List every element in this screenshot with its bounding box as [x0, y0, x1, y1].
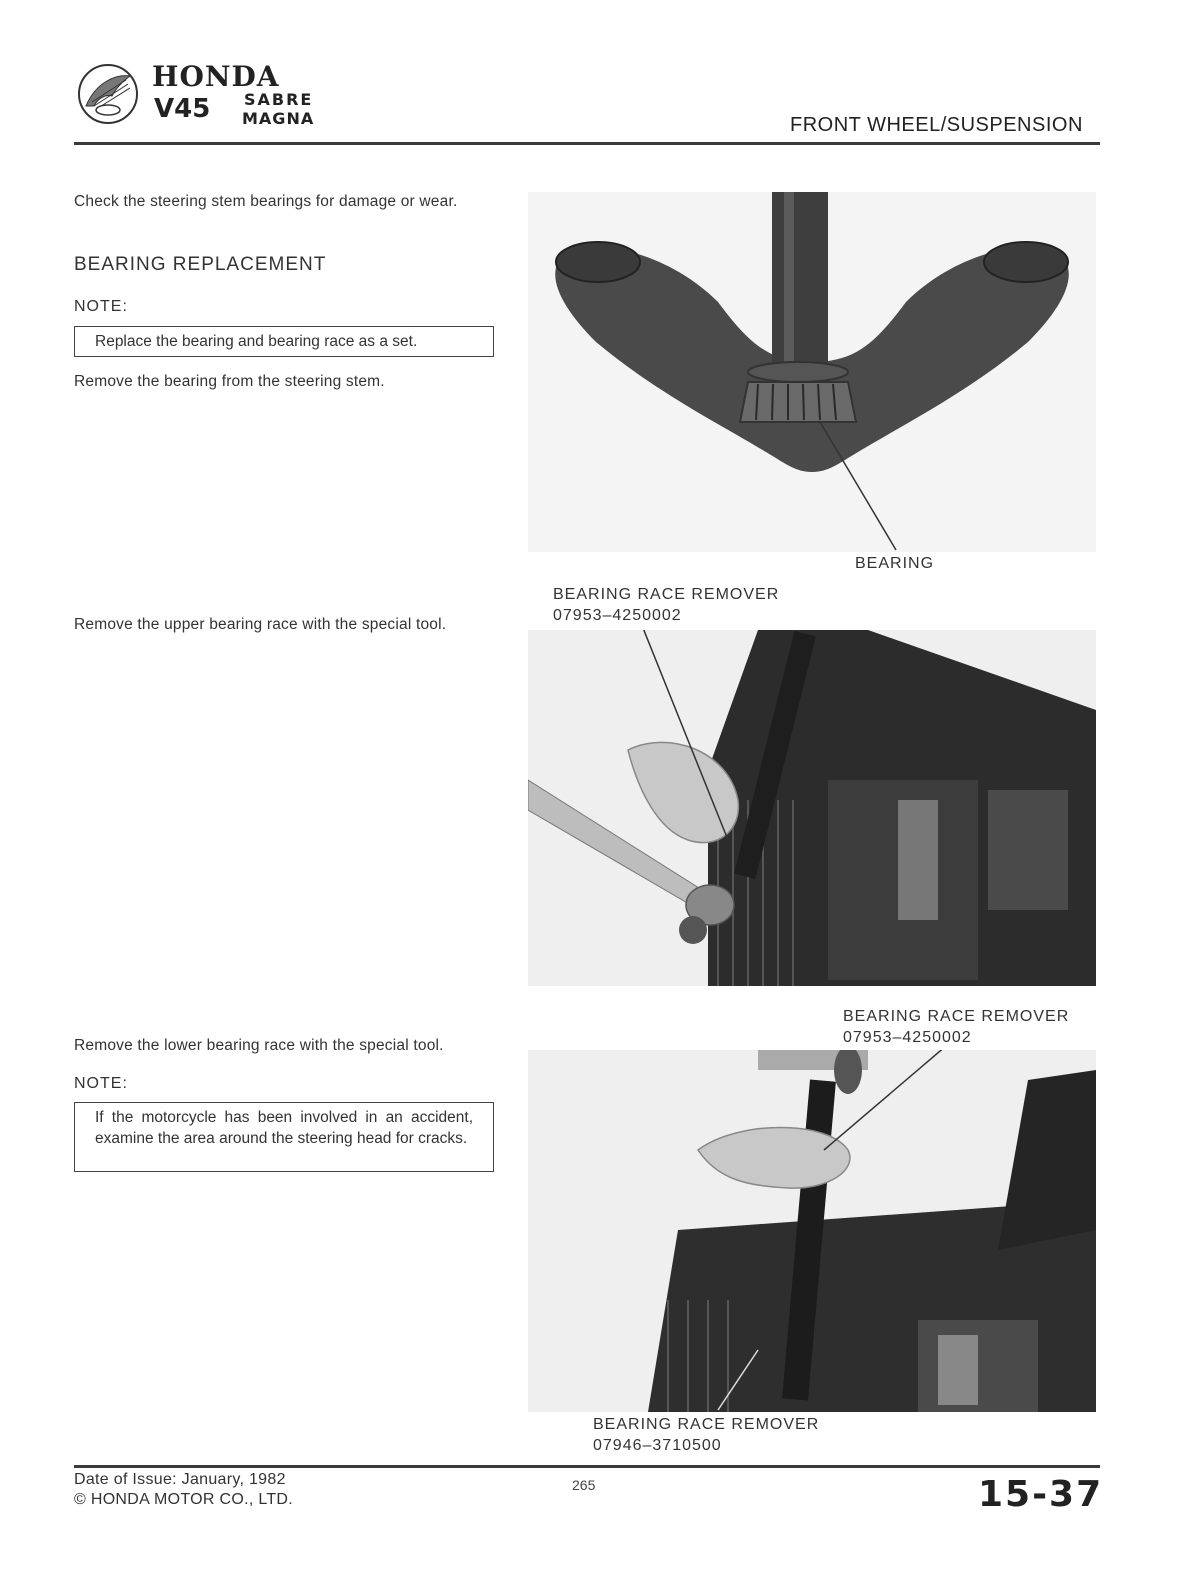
honda-wing-emblem — [76, 62, 140, 126]
race-remover-callout — [553, 584, 779, 626]
section-page-number: 15-37 — [978, 1474, 1104, 1515]
tool-number: 07946–3710500 — [593, 1437, 722, 1454]
lower-race-removal-photo — [528, 1050, 1096, 1412]
callout-line-1: BEARING RACE REMOVER — [593, 1416, 820, 1433]
bearing-replacement-heading: BEARING REPLACEMENT — [74, 254, 327, 275]
section-title: FRONT WHEEL/SUSPENSION — [790, 114, 1083, 136]
callout-line-1: BEARING RACE REMOVER — [843, 1008, 1070, 1025]
submodel-sabre: SABRE — [244, 90, 314, 109]
note-label: NOTE: — [74, 298, 128, 315]
note-text: Replace the bearing and bearing race as a set. — [95, 333, 418, 350]
model-name: V45 — [154, 94, 211, 124]
callout-line-1: BEARING RACE REMOVER — [553, 586, 780, 603]
issue-info — [74, 1470, 293, 1510]
copyright: © HONDA MOTOR CO., LTD. — [74, 1491, 294, 1508]
note-label: NOTE: — [74, 1075, 128, 1092]
note-text: If the motorcycle has been involved in an accident, examine the area around the steering head for cracks. — [95, 1109, 473, 1147]
bearing-callout: BEARING — [855, 555, 935, 572]
brand-name: HONDA — [152, 60, 280, 93]
lower-race-text: Remove the lower bearing race with the special tool. — [74, 1037, 444, 1054]
tool-number: 07953–4250002 — [843, 1029, 972, 1046]
submodel-magna: MAGNA — [242, 109, 315, 128]
page-number: 265 — [572, 1477, 596, 1493]
race-remover-callout — [843, 1006, 1069, 1048]
tool-number: 07953–4250002 — [553, 607, 682, 624]
remove-bearing-text: Remove the bearing from the steering stem. — [74, 373, 385, 390]
note-box — [74, 326, 494, 357]
issue-date: Date of Issue: January, 1982 — [74, 1471, 286, 1488]
check-bearings-text: Check the steering stem bearings for damage or wear. — [74, 193, 458, 210]
race-remover-callout — [593, 1414, 819, 1456]
upper-race-removal-photo — [528, 630, 1096, 986]
steering-stem-photo — [528, 192, 1096, 552]
note-box — [74, 1102, 494, 1172]
header-rule — [74, 142, 1100, 145]
upper-race-text: Remove the upper bearing race with the special tool. — [74, 616, 447, 633]
footer-rule — [74, 1465, 1100, 1468]
